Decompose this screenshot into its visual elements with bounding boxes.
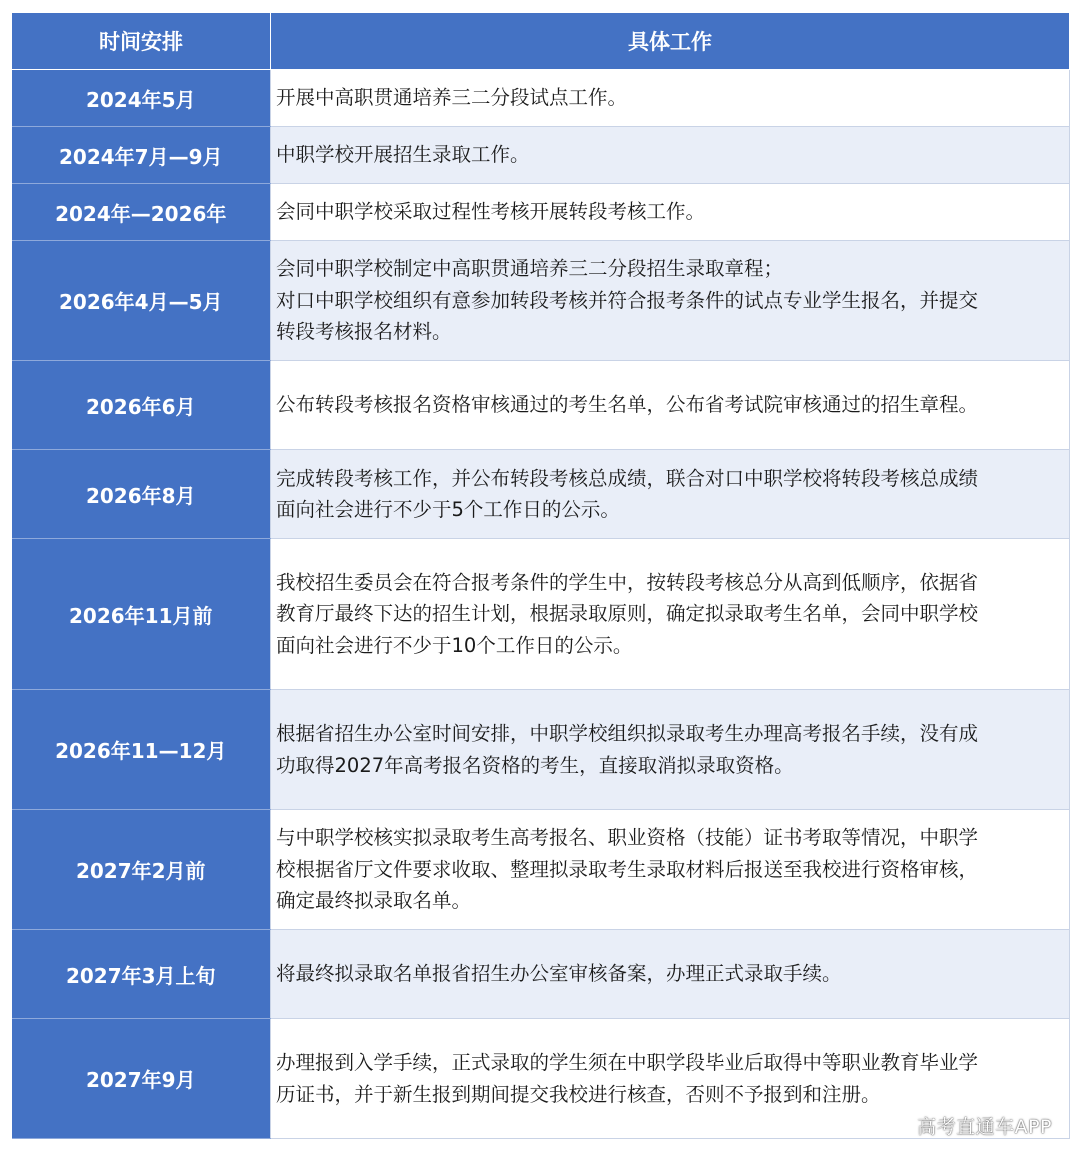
work-line: 历证书，并于新生报到期间提交我校进行核查，否则不予报到和注册。 [276,1082,881,1106]
work-line: 中职学校开展招生录取工作。 [276,143,530,167]
table-row [12,184,1070,241]
time-cell: 2027年9月 [12,1019,271,1139]
table-row [12,450,1070,539]
work-line: 功取得2027年高考报名资格的考生，直接取消拟录取资格。 [276,753,794,777]
work-line: 校根据省厅文件要求收取、整理拟录取考生录取材料后报送至我校进行资格审核， [276,857,979,881]
time-cell: 2026年4月—5月 [12,241,271,361]
time-cell: 2024年—2026年 [12,184,271,241]
work-cell [271,184,1070,241]
time-cell: 2026年6月 [12,361,271,450]
work-line: 会同中职学校制定中高职贯通培养三二分段招生录取章程； [276,257,784,281]
work-line: 教育厅最终下达的招生计划，根据录取原则，确定拟录取考生名单，会同中职学校 [276,602,979,626]
work-cell [271,70,1070,127]
work-line: 确定最终拟录取名单。 [276,889,472,913]
work-cell [271,690,1070,810]
table-header-row [12,13,1070,70]
time-cell: 2026年11月前 [12,539,271,690]
table-row [12,241,1070,361]
schedule-table [11,12,1070,1139]
source-watermark: 高考直通车APP [917,1116,1052,1138]
work-line: 会同中职学校采取过程性考核开展转段考核工作。 [276,200,706,224]
work-line: 开展中高职贯通培养三二分段试点工作。 [276,86,628,110]
time-cell: 2026年11—12月 [12,690,271,810]
work-line: 面向社会进行不少于5个工作日的公示。 [276,498,620,521]
work-line: 转段考核报名材料。 [276,320,452,344]
table-row [12,690,1070,810]
work-cell [271,361,1070,450]
work-line: 面向社会进行不少于10个工作日的公示。 [276,633,633,657]
work-line: 对口中职学校组织有意参加转段考核并符合报考条件的试点专业学生报名，并提交 [276,288,979,312]
table-row [12,810,1070,930]
work-column-header: 具体工作 [271,13,1070,70]
table-row [12,539,1070,690]
work-line: 根据省招生办公室时间安排，中职学校组织拟录取考生办理高考报名手续，没有成 [276,722,979,745]
work-line: 我校招生委员会在符合报考条件的学生中，按转段考核总分从高到低顺序，依据省 [276,570,979,594]
work-cell [271,450,1070,539]
table-row [12,930,1070,1019]
work-line: 将最终拟录取名单报省招生办公室审核备案，办理正式录取手续。 [276,962,842,986]
work-line: 公布转段考核报名资格审核通过的考生名单，公布省考试院审核通过的招生章程。 [276,393,979,417]
table-row [12,361,1070,450]
work-cell [271,539,1070,690]
work-cell [271,930,1070,1019]
time-cell: 2024年5月 [12,70,271,127]
work-line: 完成转段考核工作，并公布转段考核总成绩，联合对口中职学校将转段考核总成绩 [276,466,979,490]
time-cell: 2026年8月 [12,450,271,539]
table-row [12,70,1070,127]
time-cell: 2027年2月前 [12,810,271,930]
work-cell [271,241,1070,361]
time-cell: 2024年7月—9月 [12,127,271,184]
work-line: 与中职学校核实拟录取考生高考报名、职业资格（技能）证书考取等情况，中职学 [276,826,979,850]
time-cell: 2027年3月上旬 [12,930,271,1019]
table-row [12,127,1070,184]
table-row [12,1019,1070,1139]
work-line: 办理报到入学手续，正式录取的学生须在中职学段毕业后取得中等职业教育毕业学 [276,1051,979,1074]
time-column-header: 时间安排 [12,13,271,70]
work-cell [271,127,1070,184]
work-cell [271,810,1070,930]
